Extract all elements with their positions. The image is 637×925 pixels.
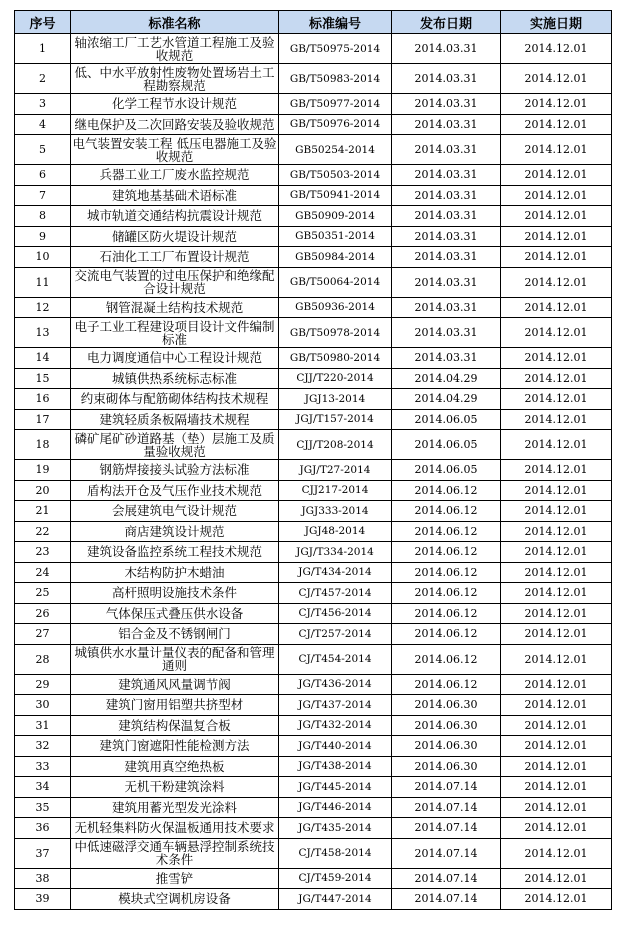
effective-date: 2014.12.01	[501, 247, 612, 268]
publish-date: 2014.06.12	[392, 562, 501, 583]
standard-code: GB/T50975-2014	[279, 34, 392, 64]
standard-code: JGJ/T157-2014	[279, 409, 392, 430]
publish-date: 2014.06.05	[392, 409, 501, 430]
effective-date: 2014.12.01	[501, 206, 612, 227]
row-index: 24	[15, 562, 71, 583]
publish-date: 2014.03.31	[392, 267, 501, 297]
standard-code: JG/T437-2014	[279, 695, 392, 716]
publish-date: 2014.03.31	[392, 165, 501, 186]
publish-date: 2014.07.14	[392, 889, 501, 910]
effective-date: 2014.12.01	[501, 797, 612, 818]
standard-name: 电气装置安装工程 低压电器施工及验收规范	[71, 135, 279, 165]
publish-date: 2014.06.05	[392, 460, 501, 481]
effective-date: 2014.12.01	[501, 501, 612, 522]
table-row	[15, 185, 612, 206]
standard-code: JGJ/T27-2014	[279, 460, 392, 481]
effective-date: 2014.12.01	[501, 889, 612, 910]
standard-name: 建筑轻质条板隔墙技术规程	[71, 409, 279, 430]
effective-date: 2014.12.01	[501, 389, 612, 410]
row-index: 36	[15, 818, 71, 839]
effective-date: 2014.12.01	[501, 368, 612, 389]
standard-name: 会展建筑电气设计规范	[71, 501, 279, 522]
publish-date: 2014.06.12	[392, 480, 501, 501]
standard-code: JG/T440-2014	[279, 736, 392, 757]
publish-date: 2014.06.30	[392, 695, 501, 716]
standard-name: 继电保护及二次回路安装及验收规范	[71, 114, 279, 135]
standard-code: GB50984-2014	[279, 247, 392, 268]
standard-name: 储罐区防火堤设计规范	[71, 226, 279, 247]
table-row	[15, 644, 612, 674]
table-row	[15, 409, 612, 430]
row-index: 25	[15, 583, 71, 604]
standard-name: 轴浓缩工厂工艺水管道工程施工及验收规范	[71, 34, 279, 64]
row-index: 8	[15, 206, 71, 227]
row-index: 14	[15, 348, 71, 369]
table-row	[15, 715, 612, 736]
standard-code: GB50254-2014	[279, 135, 392, 165]
standard-code: JGJ13-2014	[279, 389, 392, 410]
standard-name: 建筑用蓄光型发光涂料	[71, 797, 279, 818]
standard-code: CJ/T458-2014	[279, 838, 392, 868]
standard-name: 无机干粉建筑涂料	[71, 777, 279, 798]
publish-date: 2014.06.12	[392, 542, 501, 563]
standard-name: 城市轨道交通结构抗震设计规范	[71, 206, 279, 227]
publish-date: 2014.03.31	[392, 185, 501, 206]
effective-date: 2014.12.01	[501, 135, 612, 165]
effective-date: 2014.12.01	[501, 521, 612, 542]
table-row	[15, 838, 612, 868]
publish-date: 2014.03.31	[392, 114, 501, 135]
table-row	[15, 480, 612, 501]
standard-code: GB/T50064-2014	[279, 267, 392, 297]
standard-name: 兵器工业工厂废水监控规范	[71, 165, 279, 186]
standard-code: JG/T446-2014	[279, 797, 392, 818]
publish-date: 2014.06.12	[392, 583, 501, 604]
row-index: 16	[15, 389, 71, 410]
publish-date: 2014.06.12	[392, 674, 501, 695]
standard-name: 建筑通风风量调节阀	[71, 674, 279, 695]
table-row	[15, 674, 612, 695]
row-index: 33	[15, 756, 71, 777]
effective-date: 2014.12.01	[501, 838, 612, 868]
standard-code: JG/T435-2014	[279, 818, 392, 839]
publish-date: 2014.07.14	[392, 838, 501, 868]
effective-date: 2014.12.01	[501, 736, 612, 757]
standard-name: 磷矿尾矿砂道路基（垫）层施工及质量验收规范	[71, 430, 279, 460]
effective-date: 2014.12.01	[501, 94, 612, 115]
row-index: 13	[15, 318, 71, 348]
effective-date: 2014.12.01	[501, 318, 612, 348]
standard-code: CJ/T257-2014	[279, 624, 392, 645]
publish-date: 2014.06.30	[392, 756, 501, 777]
publish-date: 2014.06.12	[392, 501, 501, 522]
standard-code: JG/T432-2014	[279, 715, 392, 736]
table-row	[15, 868, 612, 889]
standard-code: GB50909-2014	[279, 206, 392, 227]
publish-date: 2014.03.31	[392, 94, 501, 115]
effective-date: 2014.12.01	[501, 624, 612, 645]
col-header-name: 标准名称	[71, 11, 279, 34]
row-index: 32	[15, 736, 71, 757]
table-row	[15, 695, 612, 716]
effective-date: 2014.12.01	[501, 674, 612, 695]
effective-date: 2014.12.01	[501, 756, 612, 777]
publish-date: 2014.03.31	[392, 34, 501, 64]
effective-date: 2014.12.01	[501, 818, 612, 839]
table-row	[15, 34, 612, 64]
standard-code: JGJ/T334-2014	[279, 542, 392, 563]
effective-date: 2014.12.01	[501, 185, 612, 206]
table-row	[15, 165, 612, 186]
publish-date: 2014.03.31	[392, 297, 501, 318]
table-row	[15, 583, 612, 604]
standard-name: 约束砌体与配筋砌体结构技术规程	[71, 389, 279, 410]
row-index: 9	[15, 226, 71, 247]
standard-code: JG/T436-2014	[279, 674, 392, 695]
row-index: 12	[15, 297, 71, 318]
effective-date: 2014.12.01	[501, 348, 612, 369]
row-index: 3	[15, 94, 71, 115]
standard-code: JG/T447-2014	[279, 889, 392, 910]
table-row	[15, 818, 612, 839]
standard-name: 电力调度通信中心工程设计规范	[71, 348, 279, 369]
row-index: 31	[15, 715, 71, 736]
table-row	[15, 368, 612, 389]
row-index: 28	[15, 644, 71, 674]
row-index: 23	[15, 542, 71, 563]
standard-code: CJ/T459-2014	[279, 868, 392, 889]
standard-name: 钢筋焊接接头试验方法标准	[71, 460, 279, 481]
effective-date: 2014.12.01	[501, 297, 612, 318]
col-header-code: 标准编号	[279, 11, 392, 34]
row-index: 17	[15, 409, 71, 430]
table-row	[15, 318, 612, 348]
publish-date: 2014.07.14	[392, 777, 501, 798]
standard-name: 中低速磁浮交通车辆悬浮控制系统技术条件	[71, 838, 279, 868]
table-row	[15, 889, 612, 910]
publish-date: 2014.06.12	[392, 624, 501, 645]
publish-date: 2014.03.31	[392, 135, 501, 165]
row-index: 38	[15, 868, 71, 889]
standard-name: 木结构防护木蜡油	[71, 562, 279, 583]
effective-date: 2014.12.01	[501, 267, 612, 297]
effective-date: 2014.12.01	[501, 695, 612, 716]
row-index: 26	[15, 603, 71, 624]
table-row	[15, 297, 612, 318]
row-index: 21	[15, 501, 71, 522]
standard-name: 电子工业工程建设项目设计文件编制标准	[71, 318, 279, 348]
standard-code: GB/T50503-2014	[279, 165, 392, 186]
row-index: 35	[15, 797, 71, 818]
publish-date: 2014.06.05	[392, 430, 501, 460]
standard-code: JG/T434-2014	[279, 562, 392, 583]
row-index: 19	[15, 460, 71, 481]
table-row	[15, 736, 612, 757]
effective-date: 2014.12.01	[501, 114, 612, 135]
standard-code: JGJ48-2014	[279, 521, 392, 542]
standard-code: CJJ/T220-2014	[279, 368, 392, 389]
col-header-index: 序号	[15, 11, 71, 34]
row-index: 18	[15, 430, 71, 460]
publish-date: 2014.03.31	[392, 226, 501, 247]
row-index: 10	[15, 247, 71, 268]
table-row	[15, 603, 612, 624]
table-row	[15, 521, 612, 542]
standard-name: 建筑结构保温复合板	[71, 715, 279, 736]
publish-date: 2014.07.14	[392, 797, 501, 818]
publish-date: 2014.06.30	[392, 715, 501, 736]
standard-name: 盾构法开仓及气压作业技术规范	[71, 480, 279, 501]
standard-code: JGJ333-2014	[279, 501, 392, 522]
standard-name: 建筑用真空绝热板	[71, 756, 279, 777]
table-row	[15, 114, 612, 135]
publish-date: 2014.03.31	[392, 318, 501, 348]
standard-code: CJJ217-2014	[279, 480, 392, 501]
standard-name: 铝合金及不锈钢闸门	[71, 624, 279, 645]
table-row	[15, 226, 612, 247]
table-row	[15, 267, 612, 297]
effective-date: 2014.12.01	[501, 868, 612, 889]
effective-date: 2014.12.01	[501, 562, 612, 583]
standard-code: CJ/T456-2014	[279, 603, 392, 624]
row-index: 2	[15, 64, 71, 94]
standard-name: 商店建筑设计规范	[71, 521, 279, 542]
standard-name: 建筑门窗用铝塑共挤型材	[71, 695, 279, 716]
row-index: 1	[15, 34, 71, 64]
publish-date: 2014.07.14	[392, 868, 501, 889]
standard-code: GB50351-2014	[279, 226, 392, 247]
standard-code: GB50936-2014	[279, 297, 392, 318]
row-index: 39	[15, 889, 71, 910]
standard-code: CJ/T457-2014	[279, 583, 392, 604]
row-index: 27	[15, 624, 71, 645]
table-row	[15, 94, 612, 115]
table-row	[15, 348, 612, 369]
table-row	[15, 206, 612, 227]
standards-table	[14, 10, 612, 910]
publish-date: 2014.06.12	[392, 644, 501, 674]
standard-code: GB/T50980-2014	[279, 348, 392, 369]
table-row	[15, 247, 612, 268]
publish-date: 2014.03.31	[392, 348, 501, 369]
publish-date: 2014.04.29	[392, 389, 501, 410]
standard-code: CJJ/T208-2014	[279, 430, 392, 460]
table-row	[15, 460, 612, 481]
standard-code: GB/T50978-2014	[279, 318, 392, 348]
row-index: 4	[15, 114, 71, 135]
standard-code: GB/T50941-2014	[279, 185, 392, 206]
publish-date: 2014.03.31	[392, 247, 501, 268]
publish-date: 2014.03.31	[392, 64, 501, 94]
effective-date: 2014.12.01	[501, 542, 612, 563]
standard-code: JG/T438-2014	[279, 756, 392, 777]
standard-name: 气体保压式叠压供水设备	[71, 603, 279, 624]
row-index: 11	[15, 267, 71, 297]
table-row	[15, 64, 612, 94]
standard-name: 城镇供水水量计量仪表的配备和管理通则	[71, 644, 279, 674]
standard-name: 模块式空调机房设备	[71, 889, 279, 910]
col-header-effective-date: 实施日期	[501, 11, 612, 34]
row-index: 37	[15, 838, 71, 868]
table-row	[15, 389, 612, 410]
effective-date: 2014.12.01	[501, 430, 612, 460]
col-header-publish-date: 发布日期	[392, 11, 501, 34]
standard-name: 交流电气装置的过电压保护和绝缘配合设计规范	[71, 267, 279, 297]
row-index: 30	[15, 695, 71, 716]
effective-date: 2014.12.01	[501, 165, 612, 186]
effective-date: 2014.12.01	[501, 226, 612, 247]
publish-date: 2014.07.14	[392, 818, 501, 839]
standard-name: 城镇供热系统标志标准	[71, 368, 279, 389]
header-row	[15, 11, 612, 34]
table-row	[15, 430, 612, 460]
standard-code: GB/T50983-2014	[279, 64, 392, 94]
row-index: 34	[15, 777, 71, 798]
standard-name: 无机轻集料防火保温板通用技术要求	[71, 818, 279, 839]
row-index: 5	[15, 135, 71, 165]
table-row	[15, 501, 612, 522]
effective-date: 2014.12.01	[501, 644, 612, 674]
row-index: 6	[15, 165, 71, 186]
effective-date: 2014.12.01	[501, 409, 612, 430]
table-header	[15, 11, 612, 34]
standard-name: 钢管混凝土结构技术规范	[71, 297, 279, 318]
publish-date: 2014.06.12	[392, 521, 501, 542]
table-row	[15, 542, 612, 563]
row-index: 29	[15, 674, 71, 695]
row-index: 20	[15, 480, 71, 501]
table-row	[15, 777, 612, 798]
effective-date: 2014.12.01	[501, 460, 612, 481]
row-index: 22	[15, 521, 71, 542]
standard-code: GB/T50977-2014	[279, 94, 392, 115]
effective-date: 2014.12.01	[501, 34, 612, 64]
table-row	[15, 562, 612, 583]
standard-name: 高杆照明设施技术条件	[71, 583, 279, 604]
row-index: 7	[15, 185, 71, 206]
table-row	[15, 135, 612, 165]
table-row	[15, 624, 612, 645]
standard-code: JG/T445-2014	[279, 777, 392, 798]
standard-name: 化学工程节水设计规范	[71, 94, 279, 115]
effective-date: 2014.12.01	[501, 777, 612, 798]
publish-date: 2014.06.12	[392, 603, 501, 624]
publish-date: 2014.03.31	[392, 206, 501, 227]
effective-date: 2014.12.01	[501, 715, 612, 736]
effective-date: 2014.12.01	[501, 583, 612, 604]
effective-date: 2014.12.01	[501, 480, 612, 501]
table-row	[15, 797, 612, 818]
standard-name: 低、中水平放射性废物处置场岩土工程勘察规范	[71, 64, 279, 94]
row-index: 15	[15, 368, 71, 389]
publish-date: 2014.06.30	[392, 736, 501, 757]
standard-name: 推雪铲	[71, 868, 279, 889]
table-body	[15, 34, 612, 910]
standard-code: GB/T50976-2014	[279, 114, 392, 135]
standard-name: 建筑门窗遮阳性能检测方法	[71, 736, 279, 757]
publish-date: 2014.04.29	[392, 368, 501, 389]
standard-name: 建筑设备监控系统工程技术规范	[71, 542, 279, 563]
effective-date: 2014.12.01	[501, 603, 612, 624]
standard-name: 石油化工工厂布置设计规范	[71, 247, 279, 268]
table-row	[15, 756, 612, 777]
effective-date: 2014.12.01	[501, 64, 612, 94]
standard-name: 建筑地基基础术语标准	[71, 185, 279, 206]
standard-code: CJ/T454-2014	[279, 644, 392, 674]
